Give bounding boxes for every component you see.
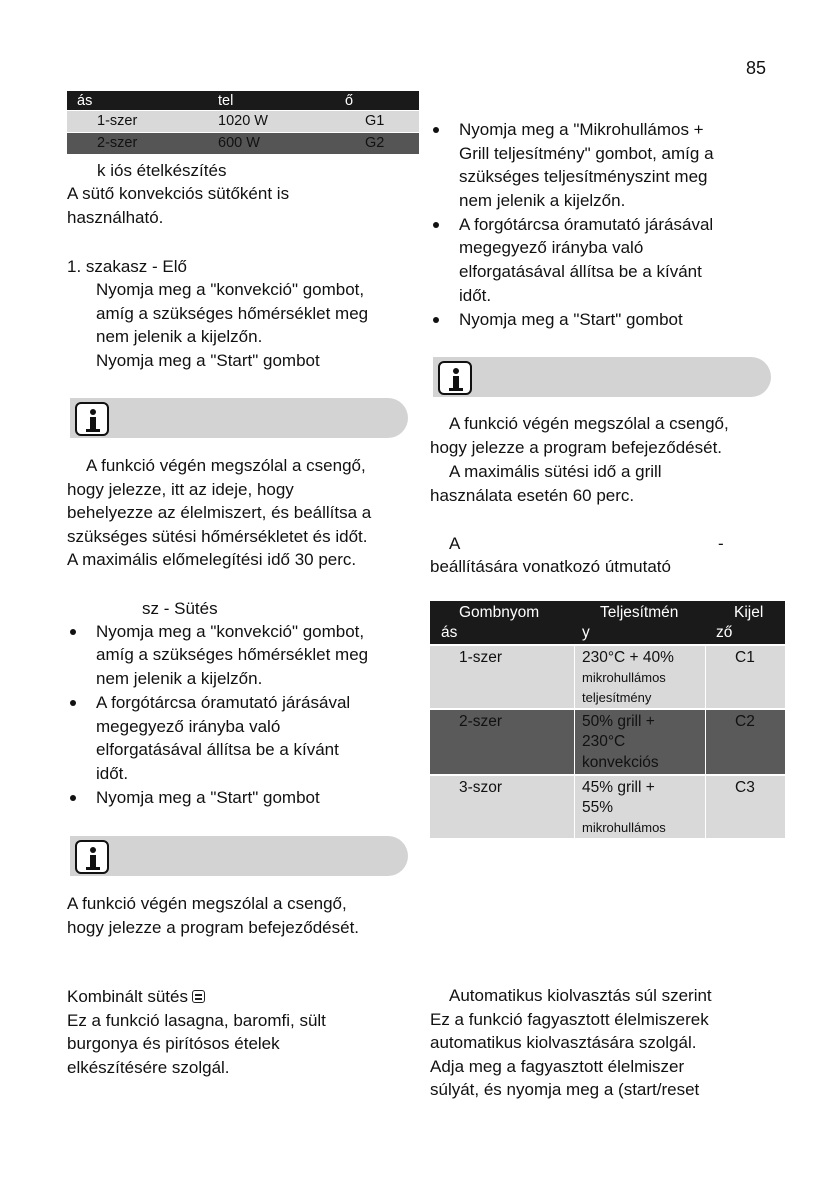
table-row <box>67 110 419 132</box>
table-cell: 45% grill + <box>582 779 655 796</box>
combined-text: burgonya és pirítósos ételek <box>67 1034 280 1053</box>
combined-title-text: Kombinált sütés <box>67 987 188 1006</box>
table-header-cell: Gombnyom <box>459 604 540 621</box>
list-item: Nyomja meg a "Start" gombot <box>96 788 320 807</box>
table-header-cell: y <box>582 624 590 641</box>
note-line: A funkció végén megszólal a csengő, <box>67 894 347 913</box>
table-cell: mikrohullámos <box>582 820 666 835</box>
guide-title-part: A <box>449 534 461 553</box>
table-header-cell: ző <box>716 624 733 641</box>
table-header-row <box>430 601 785 644</box>
table-row <box>430 644 785 708</box>
note-line: A maximális sütési idő a grill <box>449 462 662 481</box>
note-line: A maximális előmelegítési idő 30 perc. <box>67 550 357 569</box>
table-cell: 50% grill + <box>582 713 655 730</box>
info-icon <box>75 402 109 436</box>
auto-defrost-title: Automatikus kiolvasztás súl szerint <box>449 986 712 1005</box>
combined-title <box>67 985 205 1009</box>
note-line: behelyezze az élelmiszert, és beállítsa a <box>67 503 372 522</box>
stage1-line: nem jelenik a kijelzőn. <box>96 327 263 346</box>
section-title: k iós ételkészítés <box>97 161 227 180</box>
list-item: nem jelenik a kijelzőn. <box>459 191 626 210</box>
table-cell: C1 <box>735 649 755 666</box>
auto-defrost-text: súlyát, és nyomja meg a (start/reset <box>430 1080 700 1099</box>
info-icon <box>75 840 109 874</box>
list-item: időt. <box>459 286 492 305</box>
table-cell: mikrohullámos <box>582 670 666 685</box>
list-item: elforgatásával állítsa be a kívánt <box>459 262 702 281</box>
list-item: időt. <box>96 764 129 783</box>
note-line: hogy jelezze a program befejeződését. <box>430 438 723 457</box>
note-line: A funkció végén megszólal a csengő, <box>86 456 366 475</box>
table-header-cell: Kijel <box>734 604 764 621</box>
note-line: szükséges sütési hőmérsékletet és időt. <box>67 527 368 546</box>
list-item: szükséges teljesítményszint meg <box>459 167 708 186</box>
table-cell: 1-szer <box>97 113 138 129</box>
table-cell: G2 <box>365 135 385 151</box>
grill-power-table <box>67 91 419 154</box>
list-item: megegyező irányba való <box>459 238 644 257</box>
table-cell: 2-szer <box>97 135 138 151</box>
combined-text: elkészítésére szolgál. <box>67 1058 230 1077</box>
guide-title-dash: - <box>718 534 724 553</box>
table-cell: 230°C + 40% <box>582 649 674 666</box>
grill-combi-icon <box>192 990 205 1003</box>
intro-line: A sütő konvekciós sütőként is <box>67 184 290 203</box>
list-item: nem jelenik a kijelzőn. <box>96 669 263 688</box>
combi-mode-table <box>430 601 785 838</box>
table-row <box>430 774 785 838</box>
table-cell: teljesítmény <box>582 690 652 705</box>
list-item: amíg a szükséges hőmérséklet meg <box>96 645 369 664</box>
table-cell: 230°C <box>582 733 626 750</box>
table-header-cell: ás <box>441 624 458 641</box>
table-cell: 1020 W <box>218 113 268 129</box>
note-line: A funkció végén megszólal a csengő, <box>449 414 729 433</box>
table-cell: C2 <box>735 713 755 730</box>
table-cell: C3 <box>735 779 755 796</box>
auto-defrost-text: Ez a funkció fagyasztott élelmiszerek <box>430 1010 709 1029</box>
table-header-cell: ás <box>77 93 93 109</box>
table-header-cell: Teljesítmén <box>600 604 679 621</box>
combined-text: Ez a funkció lasagna, baromfi, sült <box>67 1011 326 1030</box>
info-icon <box>438 361 472 395</box>
note-line: hogy jelezze a program befejeződését. <box>67 918 360 937</box>
info-box <box>433 357 771 397</box>
note-line: hogy jelezze, itt az ideje, hogy <box>67 480 294 499</box>
intro-line: használható. <box>67 208 164 227</box>
table-cell: 1-szer <box>459 649 503 666</box>
stage1-title: 1. szakasz - Elő <box>67 257 187 276</box>
stage1-line: Nyomja meg a "konvekció" gombot, <box>96 280 365 299</box>
table-header-cell: tel <box>218 93 234 109</box>
table-header-row <box>67 91 419 110</box>
table-cell: 600 W <box>218 135 260 151</box>
table-cell: konvekciós <box>582 754 659 771</box>
info-box <box>70 398 408 438</box>
auto-defrost-text: automatikus kiolvasztására szolgál. <box>430 1033 697 1052</box>
table-cell: 2-szer <box>459 713 503 730</box>
table-row <box>67 132 419 154</box>
page-number: 85 <box>746 58 767 78</box>
note-line: használata esetén 60 perc. <box>430 486 635 505</box>
table-cell: 3-szor <box>459 779 503 796</box>
list-item: Grill teljesítmény" gombot, amíg a <box>459 144 714 163</box>
list-item: A forgótárcsa óramutató járásával <box>459 215 714 234</box>
stage2-title: sz - Sütés <box>142 599 218 618</box>
list-item: megegyező irányba való <box>96 717 281 736</box>
list-item: Nyomja meg a "Mikrohullámos + <box>459 120 704 139</box>
list-item: A forgótárcsa óramutató járásával <box>96 693 351 712</box>
table-cell: 55% <box>582 799 614 816</box>
info-box <box>70 836 408 876</box>
table-cell: G1 <box>365 113 385 129</box>
list-item: Nyomja meg a "Start" gombot <box>459 310 683 329</box>
stage1-line: Nyomja meg a "Start" gombot <box>96 351 320 370</box>
table-header-cell: ő <box>345 93 354 109</box>
list-item: elforgatásával állítsa be a kívánt <box>96 740 339 759</box>
stage1-line: amíg a szükséges hőmérséklet meg <box>96 304 369 323</box>
table-row <box>430 708 785 774</box>
list-item: Nyomja meg a "konvekció" gombot, <box>96 622 365 641</box>
auto-defrost-text: Adja meg a fagyasztott élelmiszer <box>430 1057 685 1076</box>
guide-title: beállítására vonatkozó útmutató <box>430 557 671 576</box>
